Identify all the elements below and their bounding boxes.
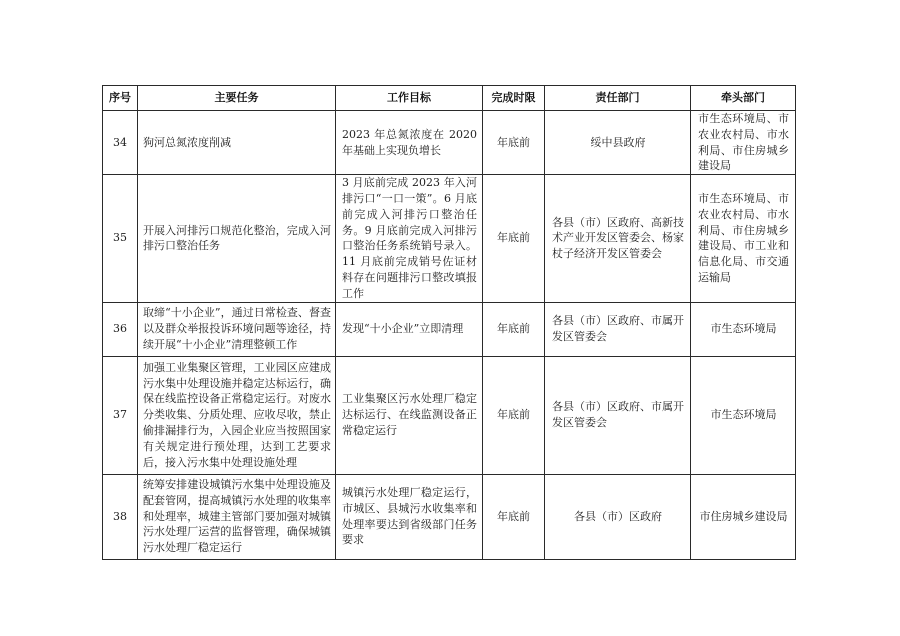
work-goal-cell: 3 月底前完成 2023 年入河排污口“一口一策”。6 月底前完成入河排污口整治任务。9 月底前完成入河排污口整治任务系统销号录入。11 月底前完成销号佐证材料存在问题排污口整改填报工作: [336, 175, 483, 302]
lead-dept-cell: 市住房城乡建设局: [691, 474, 796, 559]
table-row: [103, 356, 796, 474]
table-row: [103, 175, 796, 302]
main-task-cell: 狗河总氮浓度削减: [138, 111, 336, 175]
task-table: [102, 85, 796, 560]
row-number-cell: 37: [103, 356, 138, 474]
table-header-row: [103, 86, 796, 111]
lead-dept-cell: 市生态环境局、市农业农村局、市水利局、市住房城乡建设局、市工业和信息化局、市交通运输局: [691, 175, 796, 302]
table-row: [103, 474, 796, 559]
lead-dept-cell: 市生态环境局: [691, 302, 796, 356]
header-main-task: 主要任务: [138, 86, 336, 111]
responsible-dept-cell: 各县（市）区政府: [545, 474, 691, 559]
deadline-cell: 年底前: [483, 302, 545, 356]
deadline-cell: 年底前: [483, 111, 545, 175]
lead-dept-cell: 市生态环境局、市农业农村局、市水利局、市住房城乡建设局: [691, 111, 796, 175]
responsible-dept-cell: 各县（市）区政府、市属开发区管委会: [545, 302, 691, 356]
deadline-cell: 年底前: [483, 474, 545, 559]
work-goal-cell: 2023 年总氮浓度在 2020 年基础上实现负增长: [336, 111, 483, 175]
deadline-cell: 年底前: [483, 175, 545, 302]
row-number-cell: 38: [103, 474, 138, 559]
deadline-cell: 年底前: [483, 356, 545, 474]
header-deadline: 完成时限: [483, 86, 545, 111]
main-task-cell: 取缔“十小企业”，通过日常检查、督查以及群众举报投诉环境问题等途径，持续开展“十小企业”清理整顿工作: [138, 302, 336, 356]
row-number-cell: 34: [103, 111, 138, 175]
work-goal-cell: 发现“十小企业”立即清理: [336, 302, 483, 356]
responsible-dept-cell: 各县（市）区政府、高新技术产业开发区管委会、杨家杖子经济开发区管委会: [545, 175, 691, 302]
main-task-cell: 开展入河排污口规范化整治，完成入河排污口整治任务: [138, 175, 336, 302]
table-row: [103, 111, 796, 175]
row-number-cell: 35: [103, 175, 138, 302]
lead-dept-cell: 市生态环境局: [691, 356, 796, 474]
row-number-cell: 36: [103, 302, 138, 356]
work-goal-cell: 工业集聚区污水处理厂稳定达标运行、在线监测设备正常稳定运行: [336, 356, 483, 474]
work-goal-cell: 城镇污水处理厂稳定运行，市城区、县城污水收集率和处理率要达到省级部门任务要求: [336, 474, 483, 559]
header-number: 序号: [103, 86, 138, 111]
table-row: [103, 302, 796, 356]
header-responsible-dept: 责任部门: [545, 86, 691, 111]
responsible-dept-cell: 各县（市）区政府、市属开发区管委会: [545, 356, 691, 474]
main-task-cell: 统筹安排建设城镇污水集中处理设施及配套管网，提高城镇污水处理的收集率和处理率，城建主管部门要加强对城镇污水处理厂运营的监督管理，确保城镇污水处理厂稳定运行: [138, 474, 336, 559]
responsible-dept-cell: 绥中县政府: [545, 111, 691, 175]
header-work-goal: 工作目标: [336, 86, 483, 111]
header-lead-dept: 牵头部门: [691, 86, 796, 111]
main-task-cell: 加强工业集聚区管理，工业园区应建成污水集中处理设施并稳定达标运行，确保在线监控设备正常稳定运行。对废水分类收集、分质处理、应收尽收，禁止偷排漏排行为，入园企业应当按照国家有关规定进行预处理，达到工艺要求后，接入污水集中处理设施处理: [138, 356, 336, 474]
